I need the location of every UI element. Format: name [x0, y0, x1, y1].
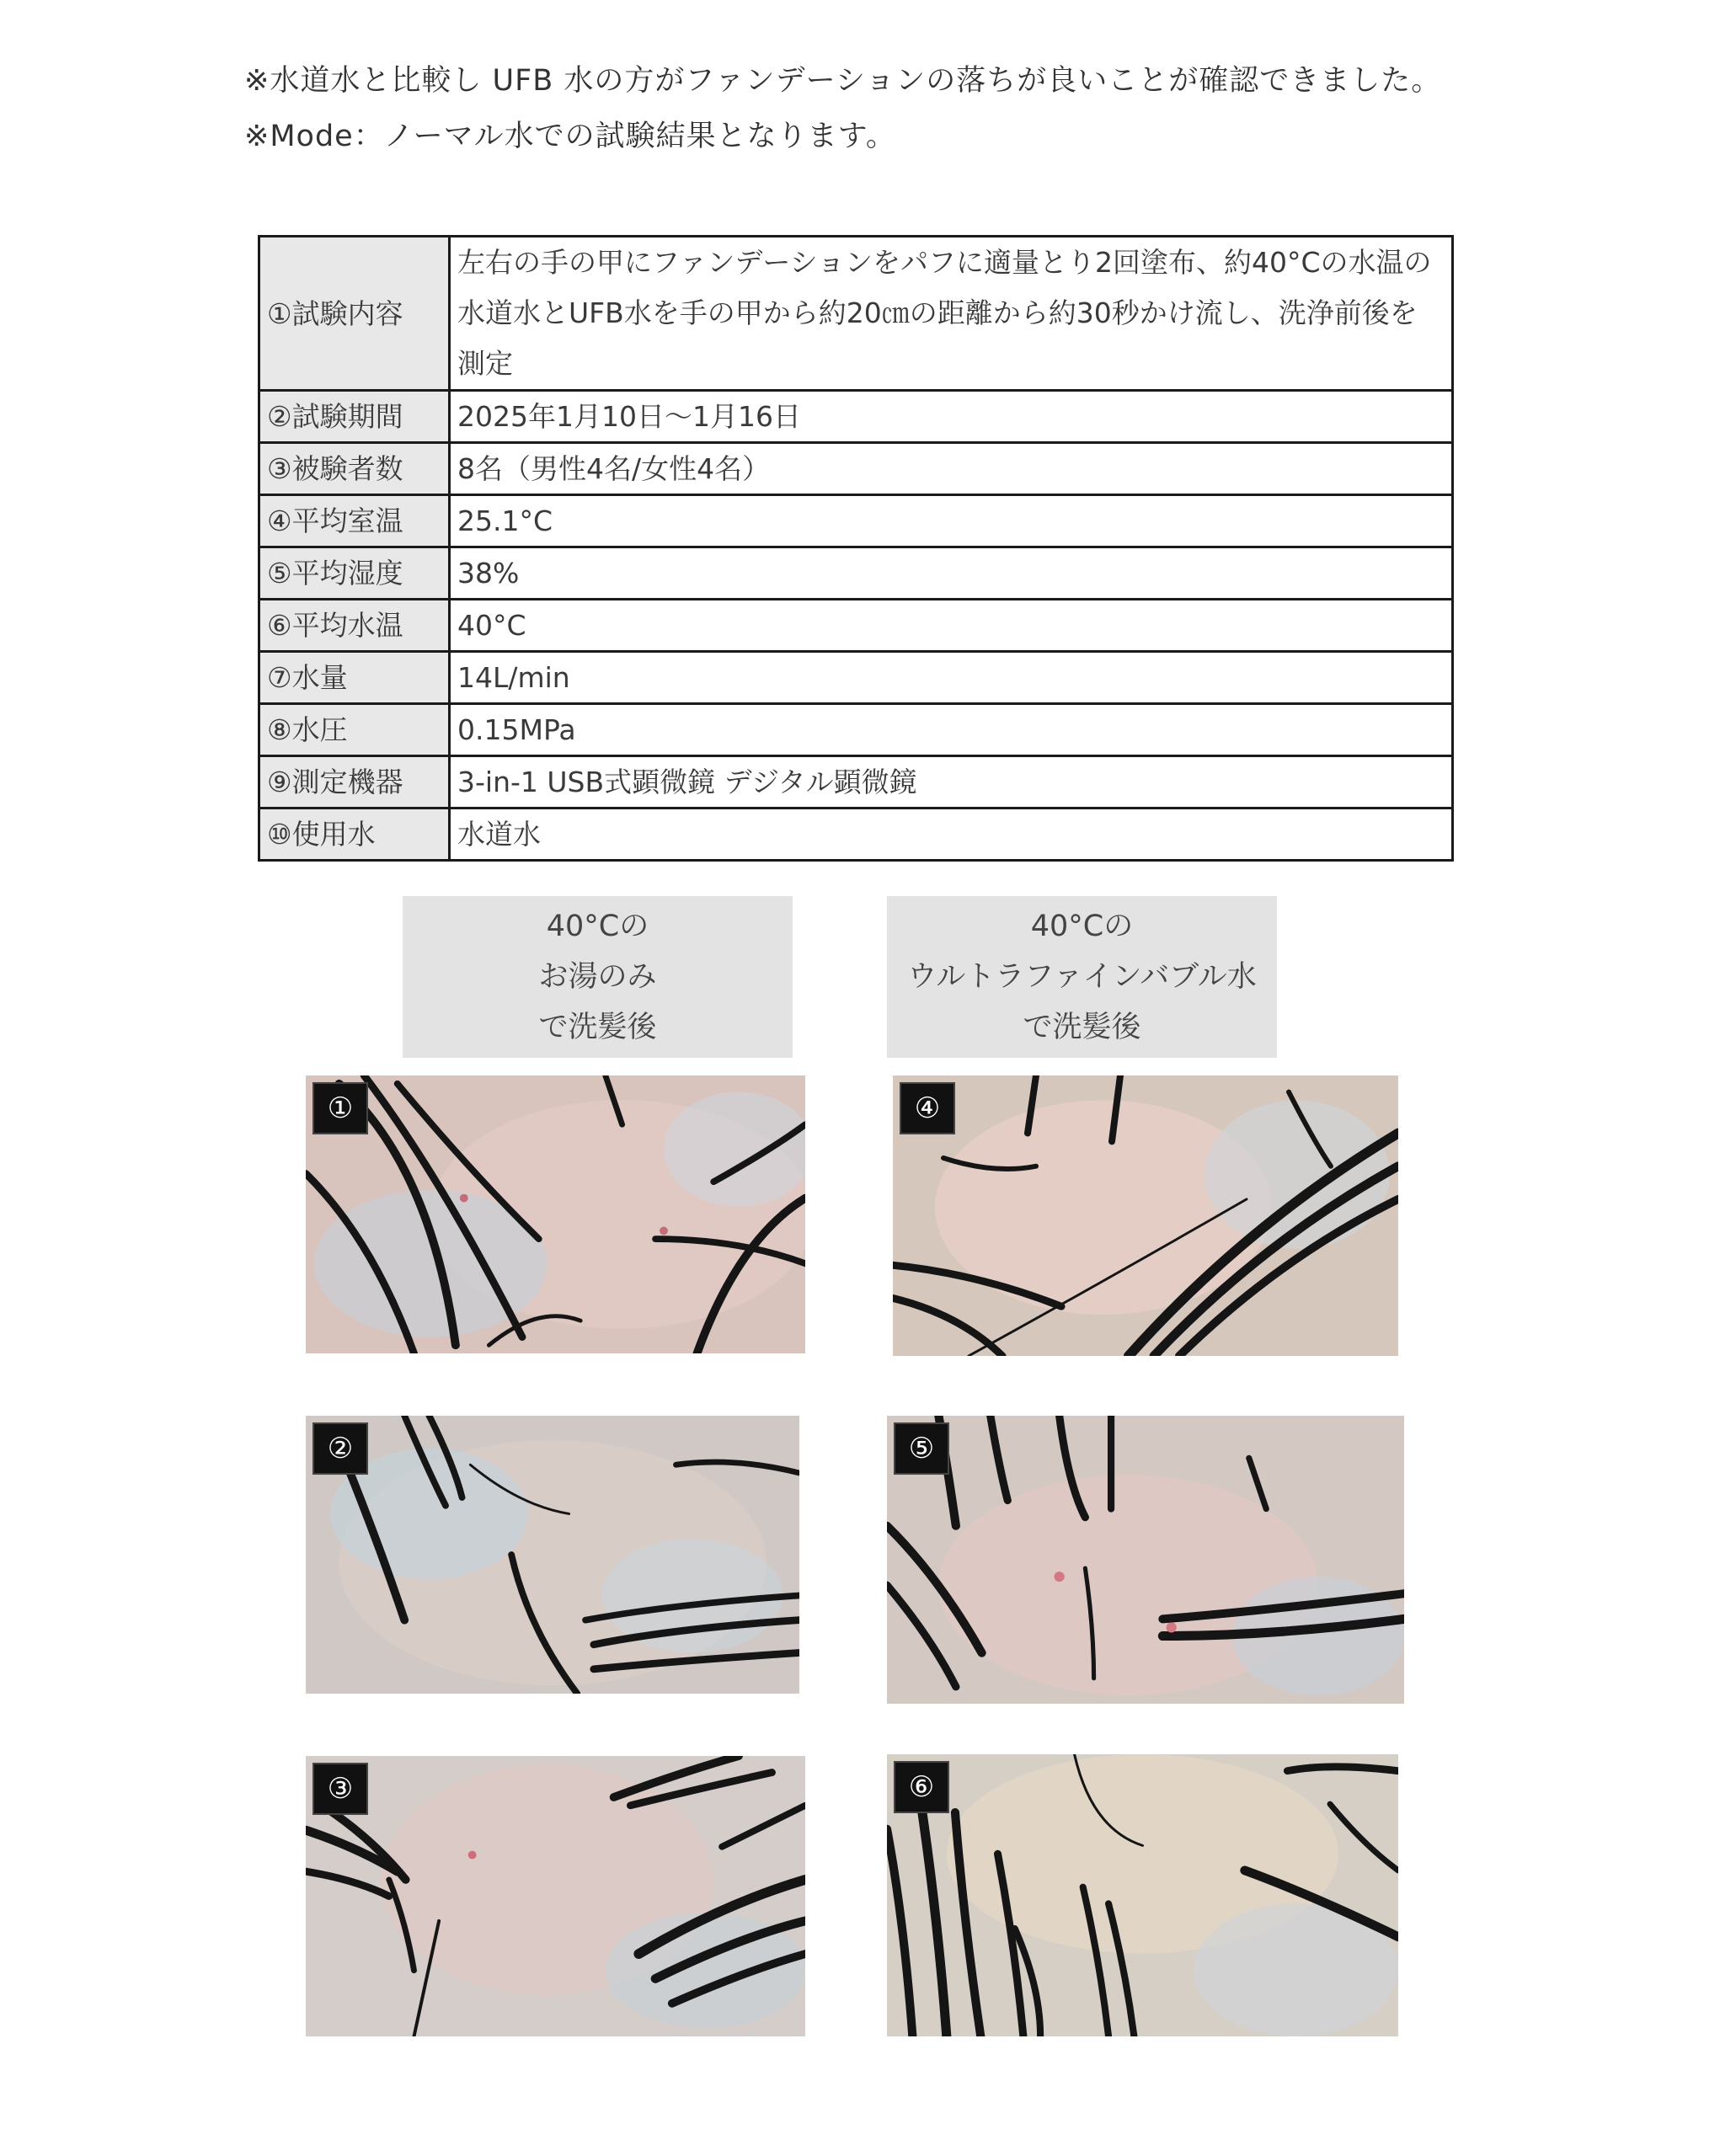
row-label: ⑦水量 [259, 652, 450, 704]
scalp-photo-5 [887, 1416, 1404, 1704]
row-value: 25.1°C [450, 495, 1453, 547]
row-label: ⑤平均湿度 [259, 547, 450, 600]
photo-number-badge: ⑥ [894, 1761, 949, 1813]
row-label: ④平均室温 [259, 495, 450, 547]
test-conditions-table [258, 235, 1454, 862]
row-value: 40°C [450, 600, 1453, 652]
table-row [259, 808, 1453, 861]
row-label: ①試験内容 [259, 237, 450, 391]
photo-number-badge: ① [312, 1082, 368, 1134]
note-ufb-result: ※水道水と比較し UFB 水の方がファンデーションの落ちが良いことが確認できました。 [244, 64, 1442, 98]
column-header-ufb-water [887, 896, 1277, 1058]
value-line: 左右の手の甲にファンデーションをパフに適量とり2回塗布、約40°Cの水温の [457, 246, 1432, 279]
row-value: 水道水 [450, 808, 1453, 861]
row-label: ③被験者数 [259, 443, 450, 495]
column-header-hot-water [403, 896, 793, 1058]
row-label: ⑥平均水温 [259, 600, 450, 652]
row-label: ②試験期間 [259, 391, 450, 443]
scalp-micrograph [306, 1416, 799, 1694]
value-line: 水道水とUFB水を手の甲から約20㎝の距離から約30秒かけ流し、洗浄前後を [457, 296, 1418, 329]
table-row [259, 600, 1453, 652]
scalp-photo-6 [887, 1754, 1398, 2036]
scalp-micrograph [306, 1756, 805, 2036]
row-label: ⑩使用水 [259, 808, 450, 861]
header-line: 40°Cの [1030, 910, 1134, 943]
photo-number-badge: ④ [900, 1082, 955, 1134]
header-line: お湯のみ [538, 960, 657, 994]
table-row [259, 237, 1453, 391]
scalp-photo-3 [306, 1756, 805, 2036]
row-value: 0.15MPa [450, 704, 1453, 756]
scalp-photo-1 [306, 1075, 805, 1353]
table-row [259, 495, 1453, 547]
row-value [450, 237, 1453, 391]
row-label: ⑧水圧 [259, 704, 450, 756]
row-value: 2025年1月10日～1月16日 [450, 391, 1453, 443]
scalp-micrograph [306, 1075, 805, 1353]
row-value: 38% [450, 547, 1453, 600]
header-line: で洗髪後 [538, 1011, 657, 1044]
header-line: で洗髪後 [1023, 1011, 1141, 1044]
row-label: ⑨測定機器 [259, 756, 450, 808]
row-value: 3-in-1 USB式顕微鏡 デジタル顕微鏡 [450, 756, 1453, 808]
value-line: 測定 [457, 347, 513, 380]
scalp-micrograph [887, 1416, 1404, 1704]
table-row [259, 547, 1453, 600]
row-value: 8名（男性4名/女性4名） [450, 443, 1453, 495]
photo-number-badge: ⑤ [894, 1422, 949, 1475]
scalp-photo-4 [893, 1075, 1398, 1356]
table-row [259, 704, 1453, 756]
table-row [259, 652, 1453, 704]
photo-number-badge: ③ [312, 1763, 368, 1815]
header-line: 40°Cの [546, 910, 649, 943]
table-row [259, 756, 1453, 808]
scalp-micrograph [893, 1075, 1398, 1356]
scalp-micrograph [887, 1754, 1398, 2036]
header-line: ウルトラファインバブル水 [907, 960, 1257, 994]
table-row [259, 443, 1453, 495]
row-value: 14L/min [450, 652, 1453, 704]
photo-number-badge: ② [312, 1422, 368, 1475]
note-mode: ※Mode：ノーマル水での試験結果となります。 [244, 120, 896, 153]
table-row [259, 391, 1453, 443]
scalp-photo-2 [306, 1416, 799, 1694]
